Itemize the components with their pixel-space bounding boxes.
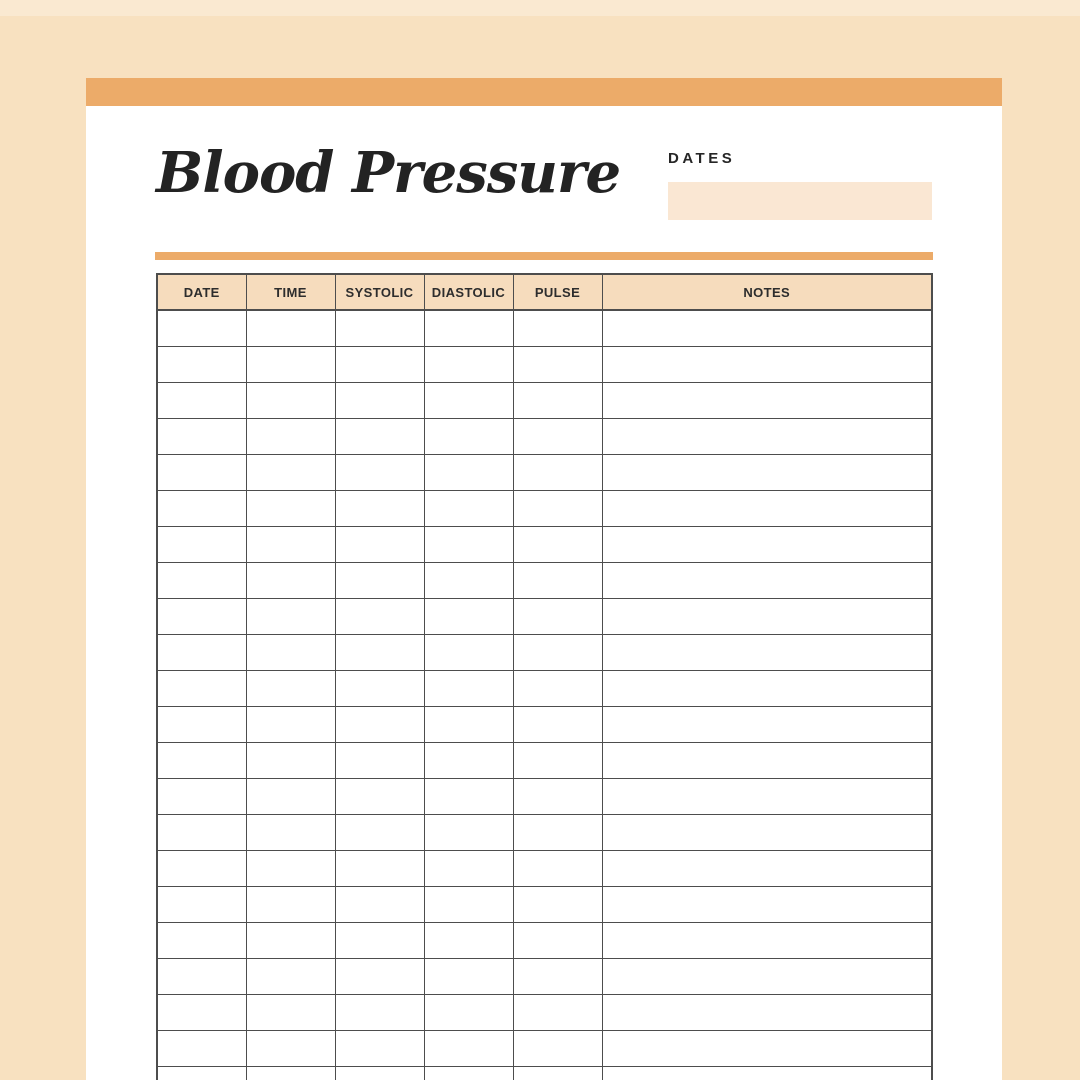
table-cell-systolic[interactable] bbox=[335, 346, 424, 382]
table-cell-systolic[interactable] bbox=[335, 778, 424, 814]
table-cell-diastolic[interactable] bbox=[424, 850, 513, 886]
table-cell-time[interactable] bbox=[246, 454, 335, 490]
table-cell-time[interactable] bbox=[246, 634, 335, 670]
table-cell-diastolic[interactable] bbox=[424, 1030, 513, 1066]
column-header-pulse: PULSE bbox=[513, 274, 602, 310]
table-cell-date[interactable] bbox=[157, 886, 246, 922]
table-cell-pulse[interactable] bbox=[513, 778, 602, 814]
table-cell-systolic[interactable] bbox=[335, 922, 424, 958]
table-row bbox=[157, 634, 932, 670]
dates-section bbox=[668, 150, 932, 220]
table-cell-time[interactable] bbox=[246, 670, 335, 706]
table-cell-diastolic[interactable] bbox=[424, 454, 513, 490]
table-cell-diastolic[interactable] bbox=[424, 778, 513, 814]
table-cell-diastolic[interactable] bbox=[424, 1066, 513, 1080]
table-cell-notes[interactable] bbox=[602, 454, 932, 490]
table-cell-pulse[interactable] bbox=[513, 634, 602, 670]
table-row bbox=[157, 850, 932, 886]
table-cell-date[interactable] bbox=[157, 1030, 246, 1066]
table-row bbox=[157, 814, 932, 850]
table-cell-notes[interactable] bbox=[602, 706, 932, 742]
table-cell-systolic[interactable] bbox=[335, 418, 424, 454]
table-cell-pulse[interactable] bbox=[513, 886, 602, 922]
table-cell-pulse[interactable] bbox=[513, 742, 602, 778]
table-cell-systolic[interactable] bbox=[335, 994, 424, 1030]
table-row bbox=[157, 922, 932, 958]
table-row bbox=[157, 742, 932, 778]
table-cell-pulse[interactable] bbox=[513, 562, 602, 598]
bp-log-table bbox=[156, 273, 933, 1080]
table-cell-date[interactable] bbox=[157, 778, 246, 814]
table-cell-notes[interactable] bbox=[602, 1030, 932, 1066]
table-cell-time[interactable] bbox=[246, 922, 335, 958]
table-cell-time[interactable] bbox=[246, 742, 335, 778]
table-row bbox=[157, 958, 932, 994]
table-header bbox=[157, 274, 932, 310]
table-cell-time[interactable] bbox=[246, 814, 335, 850]
table-cell-date[interactable] bbox=[157, 346, 246, 382]
table-cell-date[interactable] bbox=[157, 562, 246, 598]
table-body bbox=[157, 310, 932, 1080]
table-cell-time[interactable] bbox=[246, 958, 335, 994]
table-cell-diastolic[interactable] bbox=[424, 418, 513, 454]
table-cell-notes[interactable] bbox=[602, 742, 932, 778]
section-divider bbox=[155, 252, 933, 260]
table-cell-diastolic[interactable] bbox=[424, 958, 513, 994]
table-cell-notes[interactable] bbox=[602, 418, 932, 454]
page-title: Blood Pressure bbox=[156, 140, 621, 206]
top-strip bbox=[0, 0, 1080, 16]
table-cell-pulse[interactable] bbox=[513, 490, 602, 526]
table-cell-time[interactable] bbox=[246, 994, 335, 1030]
table-cell-diastolic[interactable] bbox=[424, 526, 513, 562]
table-cell-pulse[interactable] bbox=[513, 850, 602, 886]
table-cell-notes[interactable] bbox=[602, 850, 932, 886]
table-cell-diastolic[interactable] bbox=[424, 922, 513, 958]
table-cell-time[interactable] bbox=[246, 1066, 335, 1080]
table-cell-diastolic[interactable] bbox=[424, 706, 513, 742]
table-cell-pulse[interactable] bbox=[513, 526, 602, 562]
table-cell-date[interactable] bbox=[157, 490, 246, 526]
table-cell-date[interactable] bbox=[157, 634, 246, 670]
table-cell-time[interactable] bbox=[246, 382, 335, 418]
table-cell-notes[interactable] bbox=[602, 346, 932, 382]
table-cell-notes[interactable] bbox=[602, 778, 932, 814]
table-cell-systolic[interactable] bbox=[335, 742, 424, 778]
table-cell-date[interactable] bbox=[157, 706, 246, 742]
column-header-time: TIME bbox=[246, 274, 335, 310]
table-row bbox=[157, 418, 932, 454]
table-row bbox=[157, 886, 932, 922]
dates-label: DATES bbox=[668, 150, 736, 167]
table-cell-notes[interactable] bbox=[602, 994, 932, 1030]
table-cell-date[interactable] bbox=[157, 598, 246, 634]
table-cell-systolic[interactable] bbox=[335, 562, 424, 598]
table-row bbox=[157, 310, 932, 346]
table-cell-notes[interactable] bbox=[602, 382, 932, 418]
dates-input-box[interactable] bbox=[668, 182, 932, 220]
table-cell-systolic[interactable] bbox=[335, 634, 424, 670]
table-row bbox=[157, 490, 932, 526]
table-cell-date[interactable] bbox=[157, 382, 246, 418]
table-header-row bbox=[157, 274, 932, 310]
table-cell-systolic[interactable] bbox=[335, 958, 424, 994]
table-cell-notes[interactable] bbox=[602, 490, 932, 526]
table-cell-time[interactable] bbox=[246, 526, 335, 562]
table-cell-pulse[interactable] bbox=[513, 310, 602, 346]
table-cell-date[interactable] bbox=[157, 310, 246, 346]
table-cell-date[interactable] bbox=[157, 670, 246, 706]
table-cell-date[interactable] bbox=[157, 526, 246, 562]
table-cell-time[interactable] bbox=[246, 886, 335, 922]
table-cell-time[interactable] bbox=[246, 706, 335, 742]
table-cell-time[interactable] bbox=[246, 1030, 335, 1066]
table-cell-date[interactable] bbox=[157, 994, 246, 1030]
table-cell-diastolic[interactable] bbox=[424, 670, 513, 706]
table-cell-pulse[interactable] bbox=[513, 1030, 602, 1066]
table-cell-diastolic[interactable] bbox=[424, 814, 513, 850]
column-header-systolic: SYSTOLIC bbox=[335, 274, 424, 310]
table-cell-systolic[interactable] bbox=[335, 310, 424, 346]
table-cell-date[interactable] bbox=[157, 850, 246, 886]
table-cell-diastolic[interactable] bbox=[424, 346, 513, 382]
table-cell-time[interactable] bbox=[246, 346, 335, 382]
table-cell-diastolic[interactable] bbox=[424, 994, 513, 1030]
table-row bbox=[157, 598, 932, 634]
table-cell-systolic[interactable] bbox=[335, 454, 424, 490]
table-cell-systolic[interactable] bbox=[335, 850, 424, 886]
table-cell-diastolic[interactable] bbox=[424, 742, 513, 778]
table-row bbox=[157, 778, 932, 814]
table-cell-time[interactable] bbox=[246, 598, 335, 634]
table-cell-diastolic[interactable] bbox=[424, 634, 513, 670]
table-row bbox=[157, 526, 932, 562]
table-row bbox=[157, 1030, 932, 1066]
table-cell-pulse[interactable] bbox=[513, 454, 602, 490]
table-row bbox=[157, 1066, 932, 1080]
table-cell-systolic[interactable] bbox=[335, 382, 424, 418]
table-cell-notes[interactable] bbox=[602, 526, 932, 562]
table-cell-diastolic[interactable] bbox=[424, 562, 513, 598]
table-cell-notes[interactable] bbox=[602, 922, 932, 958]
table-cell-notes[interactable] bbox=[602, 670, 932, 706]
table-cell-notes[interactable] bbox=[602, 634, 932, 670]
column-header-date: DATE bbox=[157, 274, 246, 310]
table-cell-systolic[interactable] bbox=[335, 1066, 424, 1080]
table-cell-systolic[interactable] bbox=[335, 814, 424, 850]
table-row bbox=[157, 994, 932, 1030]
table-cell-date[interactable] bbox=[157, 418, 246, 454]
table-row bbox=[157, 670, 932, 706]
table-cell-date[interactable] bbox=[157, 1066, 246, 1080]
table-cell-pulse[interactable] bbox=[513, 598, 602, 634]
table-row bbox=[157, 382, 932, 418]
table-cell-systolic[interactable] bbox=[335, 670, 424, 706]
table-cell-diastolic[interactable] bbox=[424, 382, 513, 418]
table-row bbox=[157, 706, 932, 742]
table-cell-systolic[interactable] bbox=[335, 526, 424, 562]
table-cell-date[interactable] bbox=[157, 922, 246, 958]
table-cell-pulse[interactable] bbox=[513, 670, 602, 706]
table-cell-time[interactable] bbox=[246, 562, 335, 598]
table-cell-systolic[interactable] bbox=[335, 1030, 424, 1066]
table-cell-date[interactable] bbox=[157, 454, 246, 490]
document-page bbox=[86, 78, 1002, 1080]
table-row bbox=[157, 562, 932, 598]
table-cell-diastolic[interactable] bbox=[424, 598, 513, 634]
table-cell-pulse[interactable] bbox=[513, 1066, 602, 1080]
table-cell-notes[interactable] bbox=[602, 1066, 932, 1080]
table-cell-time[interactable] bbox=[246, 490, 335, 526]
table-cell-notes[interactable] bbox=[602, 886, 932, 922]
table-row bbox=[157, 454, 932, 490]
page-accent-bar bbox=[86, 78, 1002, 106]
table-cell-systolic[interactable] bbox=[335, 706, 424, 742]
table-cell-date[interactable] bbox=[157, 814, 246, 850]
table-cell-notes[interactable] bbox=[602, 814, 932, 850]
table-cell-time[interactable] bbox=[246, 850, 335, 886]
table-cell-diastolic[interactable] bbox=[424, 490, 513, 526]
column-header-diastolic: DIASTOLIC bbox=[424, 274, 513, 310]
table-cell-pulse[interactable] bbox=[513, 922, 602, 958]
table-cell-notes[interactable] bbox=[602, 310, 932, 346]
table-cell-diastolic[interactable] bbox=[424, 310, 513, 346]
table-cell-pulse[interactable] bbox=[513, 814, 602, 850]
table-cell-systolic[interactable] bbox=[335, 598, 424, 634]
table-cell-pulse[interactable] bbox=[513, 346, 602, 382]
table-cell-notes[interactable] bbox=[602, 562, 932, 598]
table-cell-time[interactable] bbox=[246, 310, 335, 346]
column-header-notes: NOTES bbox=[602, 274, 932, 310]
table-cell-notes[interactable] bbox=[602, 958, 932, 994]
table-cell-pulse[interactable] bbox=[513, 418, 602, 454]
table-cell-notes[interactable] bbox=[602, 598, 932, 634]
table-cell-date[interactable] bbox=[157, 958, 246, 994]
table-cell-date[interactable] bbox=[157, 742, 246, 778]
table-cell-pulse[interactable] bbox=[513, 382, 602, 418]
table-cell-systolic[interactable] bbox=[335, 490, 424, 526]
table-cell-pulse[interactable] bbox=[513, 994, 602, 1030]
table-cell-systolic[interactable] bbox=[335, 886, 424, 922]
table-cell-time[interactable] bbox=[246, 418, 335, 454]
table-cell-pulse[interactable] bbox=[513, 706, 602, 742]
table-cell-time[interactable] bbox=[246, 778, 335, 814]
table-cell-pulse[interactable] bbox=[513, 958, 602, 994]
table-row bbox=[157, 346, 932, 382]
table-cell-diastolic[interactable] bbox=[424, 886, 513, 922]
